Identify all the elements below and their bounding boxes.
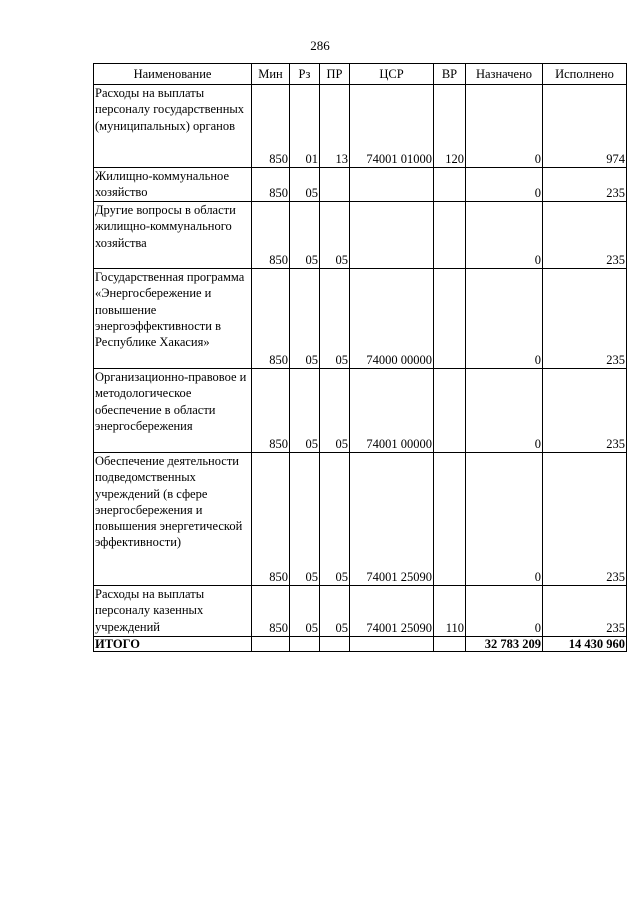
row-pr: 05 xyxy=(320,369,350,453)
row-vr xyxy=(434,269,466,369)
row-min: 850 xyxy=(252,453,290,586)
row-vr xyxy=(434,168,466,202)
row-pr: 05 xyxy=(320,269,350,369)
row-pr xyxy=(320,168,350,202)
row-rz: 05 xyxy=(290,202,320,269)
row-executed: 235 xyxy=(543,453,627,586)
row-min: 850 xyxy=(252,168,290,202)
row-csr: 74001 25090 xyxy=(350,586,434,637)
row-name: Расходы на выплаты персоналу государственных (муниципальных) органов xyxy=(94,85,252,168)
row-vr xyxy=(434,369,466,453)
row-assigned: 0 xyxy=(466,168,543,202)
row-name: Организационно-правовое и методологическое обеспечение в области энергосбережения xyxy=(94,369,252,453)
row-csr xyxy=(350,168,434,202)
row-assigned: 0 xyxy=(466,369,543,453)
row-name: Государственная программа «Энергосбережение и повышение энергоэффективности в Республике Хакасия» xyxy=(94,269,252,369)
page-number: 286 xyxy=(310,38,330,53)
row-rz: 05 xyxy=(290,369,320,453)
row-rz: 05 xyxy=(290,168,320,202)
table-row xyxy=(94,168,627,202)
row-pr: 13 xyxy=(320,85,350,168)
row-name: Расходы на выплаты персоналу казенных учреждений xyxy=(94,586,252,637)
total-executed: 14 430 960 xyxy=(543,637,627,652)
row-executed: 235 xyxy=(543,586,627,637)
row-executed: 235 xyxy=(543,269,627,369)
header-vr: ВР xyxy=(434,64,466,85)
row-vr: 110 xyxy=(434,586,466,637)
row-rz: 05 xyxy=(290,586,320,637)
row-name: Жилищно-коммунальное хозяйство xyxy=(94,168,252,202)
row-vr xyxy=(434,202,466,269)
row-pr: 05 xyxy=(320,202,350,269)
total-rz xyxy=(290,637,320,652)
total-pr xyxy=(320,637,350,652)
row-executed: 235 xyxy=(543,168,627,202)
row-name: Другие вопросы в области жилищно-коммунального хозяйства xyxy=(94,202,252,269)
row-vr xyxy=(434,453,466,586)
row-csr: 74000 00000 xyxy=(350,269,434,369)
row-pr: 05 xyxy=(320,453,350,586)
header-assigned: Назначено xyxy=(466,64,543,85)
table-row xyxy=(94,369,627,453)
total-assigned: 32 783 209 xyxy=(466,637,543,652)
table-header-row xyxy=(94,64,627,85)
budget-table xyxy=(93,63,627,652)
row-executed: 235 xyxy=(543,202,627,269)
row-min: 850 xyxy=(252,586,290,637)
table-row xyxy=(94,453,627,586)
row-min: 850 xyxy=(252,269,290,369)
header-executed: Исполнено xyxy=(543,64,627,85)
header-csr: ЦСР xyxy=(350,64,434,85)
row-csr: 74001 00000 xyxy=(350,369,434,453)
total-label: ИТОГО xyxy=(94,637,252,652)
table-row xyxy=(94,85,627,168)
row-pr: 05 xyxy=(320,586,350,637)
row-csr: 74001 01000 xyxy=(350,85,434,168)
table-row xyxy=(94,202,627,269)
header-name: Наименование xyxy=(94,64,252,85)
row-assigned: 0 xyxy=(466,269,543,369)
row-rz: 05 xyxy=(290,453,320,586)
total-row xyxy=(94,637,627,652)
total-min xyxy=(252,637,290,652)
row-vr: 120 xyxy=(434,85,466,168)
row-assigned: 0 xyxy=(466,586,543,637)
table-row xyxy=(94,269,627,369)
row-assigned: 0 xyxy=(466,453,543,586)
row-assigned: 0 xyxy=(466,85,543,168)
header-rz: Рз xyxy=(290,64,320,85)
total-vr xyxy=(434,637,466,652)
row-executed: 974 xyxy=(543,85,627,168)
row-min: 850 xyxy=(252,85,290,168)
row-min: 850 xyxy=(252,369,290,453)
row-min: 850 xyxy=(252,202,290,269)
row-executed: 235 xyxy=(543,369,627,453)
row-rz: 01 xyxy=(290,85,320,168)
table-row xyxy=(94,586,627,637)
row-rz: 05 xyxy=(290,269,320,369)
total-csr xyxy=(350,637,434,652)
header-min: Мин xyxy=(252,64,290,85)
header-pr: ПР xyxy=(320,64,350,85)
row-assigned: 0 xyxy=(466,202,543,269)
row-csr xyxy=(350,202,434,269)
row-csr: 74001 25090 xyxy=(350,453,434,586)
row-name: Обеспечение деятельности подведомственных учреждений (в сфере энергосбережения и повышения энергетической эффективности) xyxy=(94,453,252,586)
